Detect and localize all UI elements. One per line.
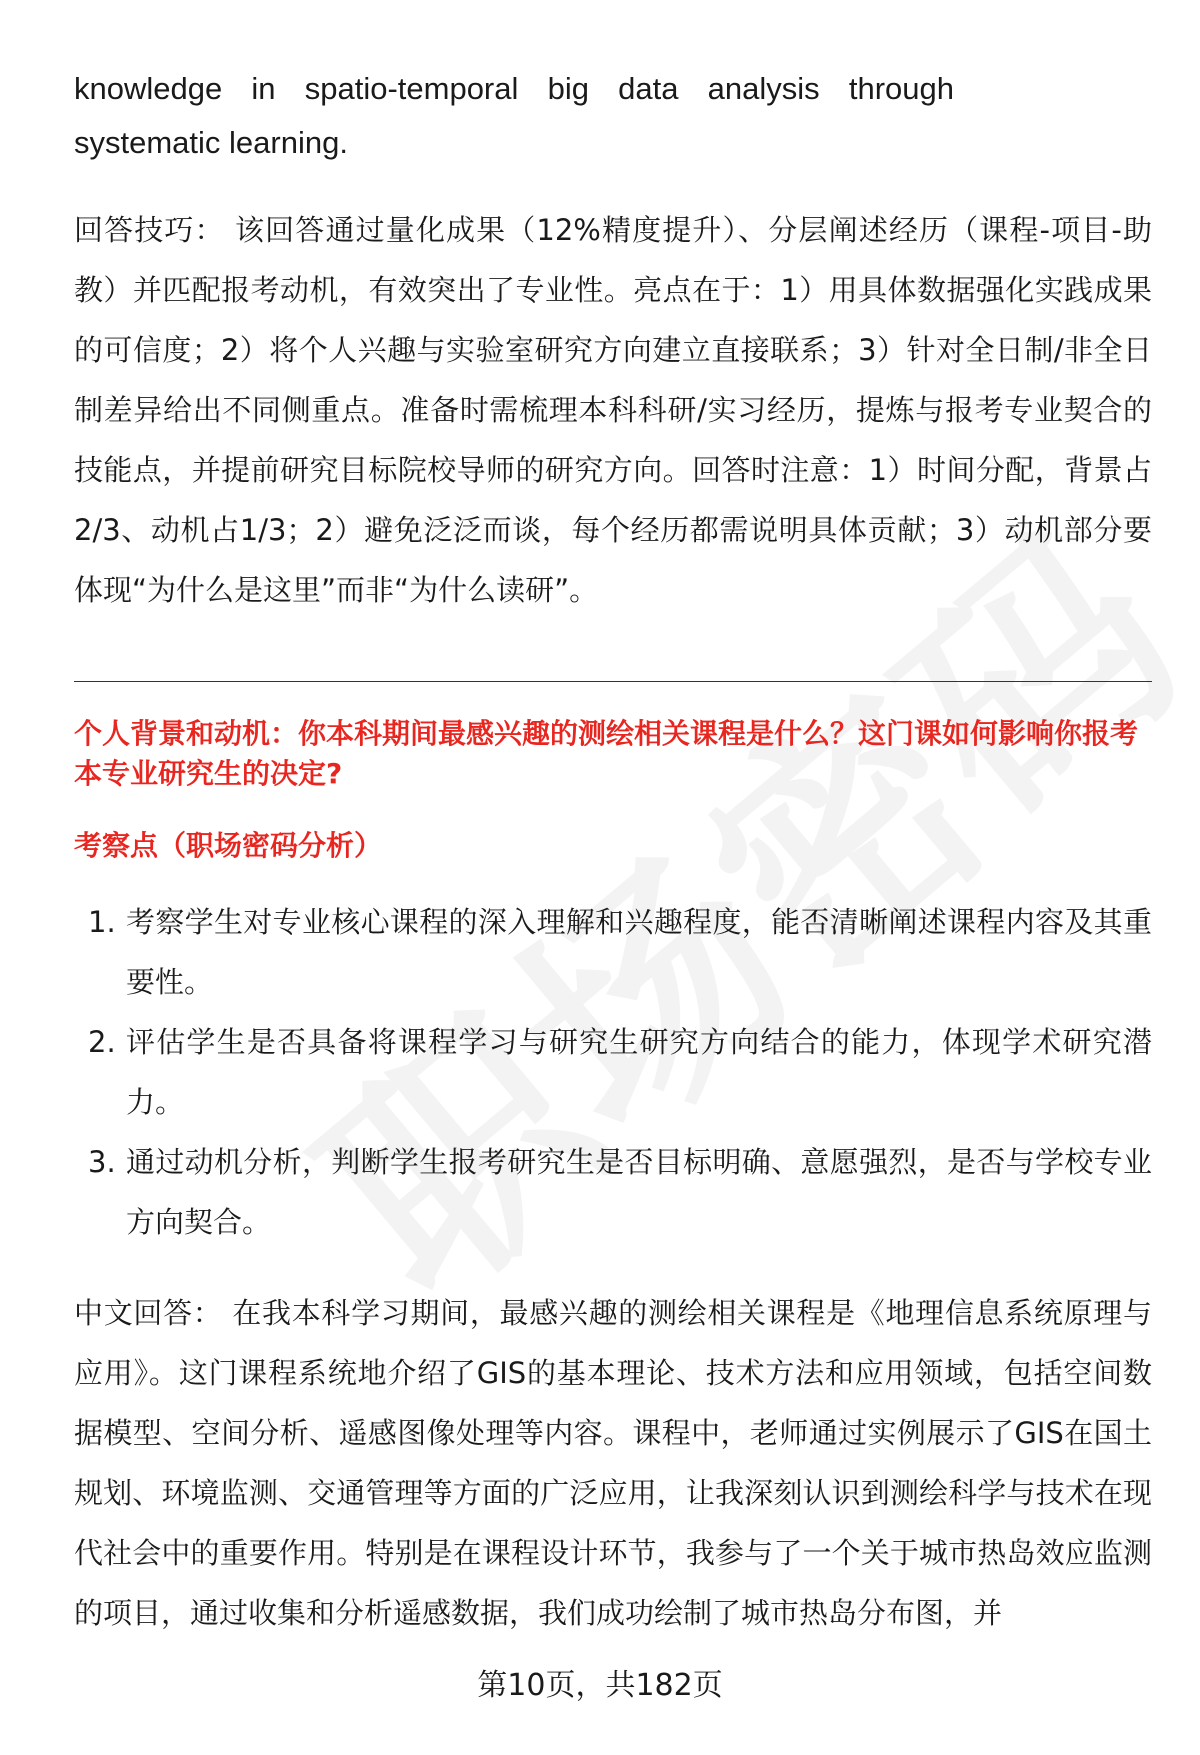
english-paragraph-tail: knowledge in spatio-temporal big data analysis through systematic learning.: [74, 71, 954, 160]
list-item-text: 评估学生是否具备将课程学习与研究生研究方向结合的能力，体现学术研究潜力。: [126, 1025, 1152, 1119]
question-text: 个人背景和动机：你本科期间最感兴趣的测绘相关课程是什么？这门课如何影响你报考本专业研究生的决定?: [74, 717, 1139, 790]
question-heading: [74, 714, 1152, 794]
list-item-number: 3.: [88, 1145, 116, 1179]
list-item: [74, 1132, 1152, 1252]
list-item-number: 1.: [88, 905, 116, 939]
focus-title: 考察点（职场密码分析）: [74, 829, 383, 862]
answer-tips-paragraph: 回答技巧： 该回答通过量化成果（12%精度提升）、分层阐述经历（课程-项目-助教）并匹配报考动机，有效突出了专业性。亮点在于：1）用具体数据强化实践成果的可信度；2）将个人兴趣与实验室研究方向建立直接联系；3）针对全日制/非全日制差异给出不同侧重点。准备时需梳理本科科研/实习经历，提炼与报考专业契合的技能点，并提前研究目标院校导师的研究方向。回答时注意：1）时间分配，背景占2/3、动机占1/3；2）避免泛泛而谈，每个经历都需说明具体贡献；3）动机部分要体现“为什么是这里”而非“为什么读研”。: [74, 213, 1152, 607]
list-item-text: 考察学生对专业核心课程的深入理解和兴趣程度，能否清晰阐述课程内容及其重要性。: [126, 905, 1152, 999]
chinese-answer-text: 中文回答： 在我本科学习期间，最感兴趣的测绘相关课程是《地理信息系统原理与应用》。这门课程系统地介绍了GIS的基本理论、技术方法和应用领域，包括空间数据模型、空间分析、遥感图像处理等内容。课程中，老师通过实例展示了GIS在国土规划、环境监测、交通管理等方面的广泛应用，让我深刻认识到测绘科学与技术在现代社会中的重要作用。特别是在课程设计环节，我参与了一个关于城市热岛效应监测的项目，通过收集和分析遥感数据，我们成功绘制了城市热岛分布图，并: [74, 1296, 1152, 1630]
section-divider: [74, 681, 1152, 682]
page-number: 第10页，共182页: [477, 1668, 723, 1703]
list-item-text: 通过动机分析，判断学生报考研究生是否目标明确、意愿强烈，是否与学校专业方向契合。: [126, 1145, 1152, 1239]
list-item: [74, 1012, 1152, 1132]
chinese-answer-section: [74, 1283, 1152, 1643]
list-item-number: 2.: [88, 1025, 116, 1059]
list-item: [74, 892, 1152, 1012]
intro-section: [74, 62, 1152, 620]
focus-heading: [74, 826, 382, 866]
focus-list: [74, 892, 1152, 1252]
